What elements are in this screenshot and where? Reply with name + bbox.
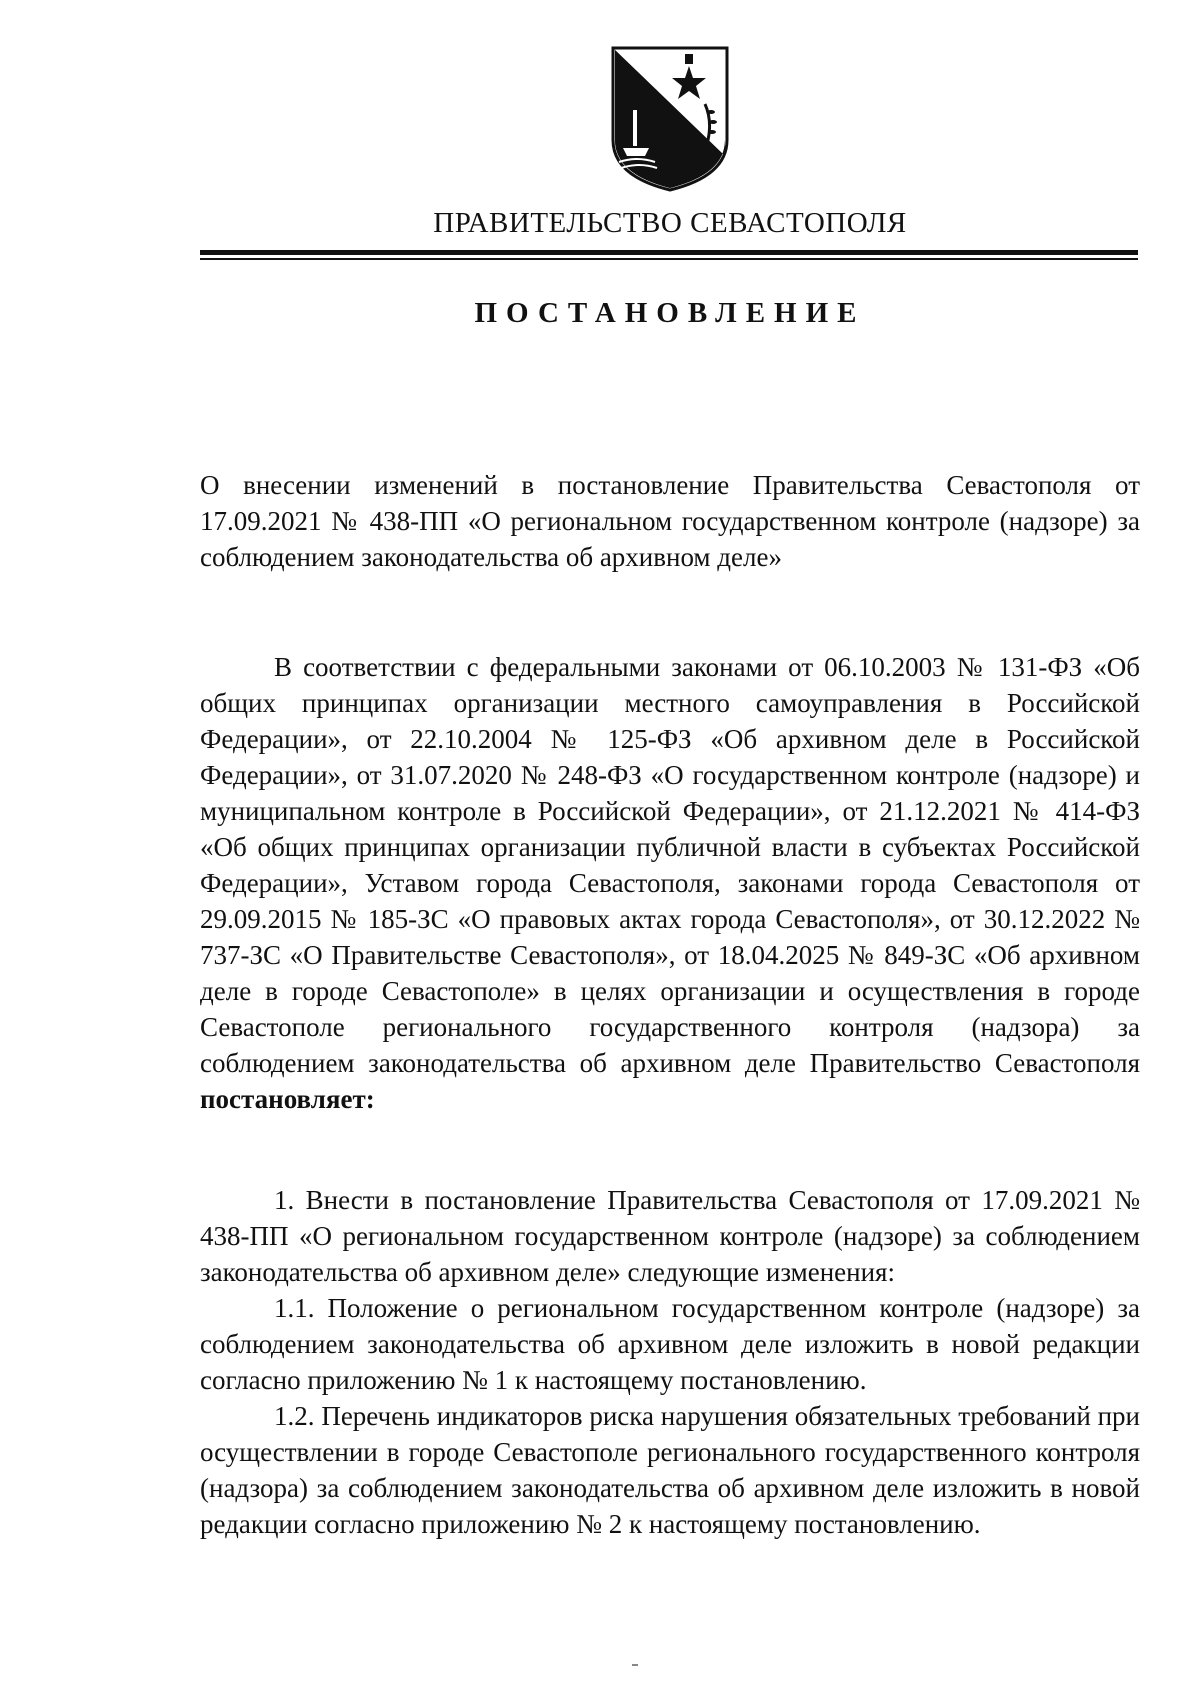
clause-1-1: 1.1. Положение о региональном государственном контроле (надзоре) за соблюдением законодательства об архивном деле изложить в новой редакции согласно приложению № 1 к настоящему постановлению. <box>200 1293 1140 1395</box>
clause-1: 1. Внести в постановление Правительства Севастополя от 17.09.2021 № 438-ПП «О региональном государственном контроле (надзоре) за соблюдением законодательства об архивном деле» следующие изменения: <box>200 1185 1140 1287</box>
organization-title: ПРАВИТЕЛЬСТВО СЕВАСТОПОЛЯ <box>433 207 907 239</box>
header-rule-thick <box>200 250 1138 255</box>
document-type-heading: ПОСТАНОВЛЕНИЕ <box>474 297 866 329</box>
clause-1-2: 1.2. Перечень индикаторов риска нарушения обязательных требований при осуществлении в городе Севастополе регионального государственного контроля (надзора) за соблюдением законодательства об архивном деле изложить в новой редакции согласно приложению № 2 к настоящему постановлению. <box>200 1401 1140 1539</box>
page-mark <box>632 1664 638 1666</box>
decree-word: постановляет: <box>200 1084 375 1114</box>
preamble-paragraph <box>200 649 1140 1117</box>
header-rule-thin <box>200 258 1138 260</box>
preamble-text: В соответствии с федеральными законами от 06.10.2003 № 131-ФЗ «Об общих принципах организации местного самоуправления в Российской Федерации», от 22.10.2004 № 125-ФЗ «Об архивном деле в Российской Федерации», от 31.07.2020 № 248-ФЗ «О государственном контроле (надзоре) и муниципальном контроле в Российской Федерации», от 21.12.2021 № 414-ФЗ «Об общих принципах организации публичной власти в субъектах Российской Федерации», Уставом города Севастополя, законами города Севастополя от 29.09.2015 № 185-ЗС «О правовых актах города Севастополя», от 30.12.2022 № 737-ЗС «О Правительстве Севастополя», от 18.04.2025 № 849-ЗС «Об архивном деле в городе Севастополе» в целях организации и осуществления в городе Севастополе регионального государственного контроля (надзора) за соблюдением законодательства об архивном деле Правительство Севастополя <box>200 652 1140 1078</box>
document-subject: О внесении изменений в постановление Правительства Севастополя от 17.09.2021 № 438-ПП «О региональном государственном контроле (надзоре) за соблюдением законодательства об архивном деле» <box>200 470 1140 572</box>
coat-of-arms-icon <box>609 44 731 194</box>
